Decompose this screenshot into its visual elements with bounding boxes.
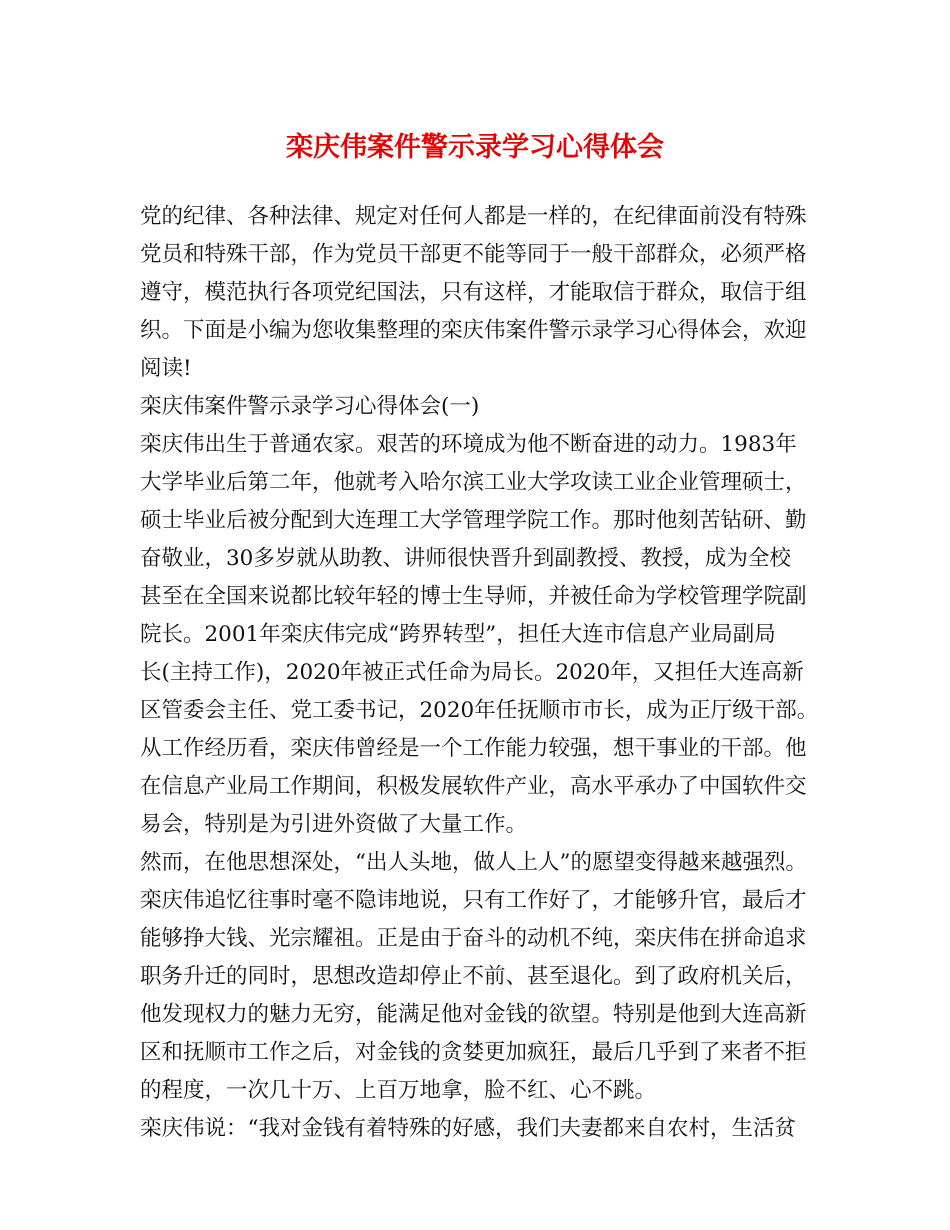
body-line: 在信息产业局工作期间，积极发展软件产业，高水平承办了中国软件交: [140, 774, 807, 799]
body-line: 奋敬业，30多岁就从助教、讲师很快晋升到副教授、教授，成为全校: [140, 546, 791, 571]
body-line: 党的纪律、各种法律、规定对任何人都是一样的，在纪律面前没有特殊: [140, 204, 807, 229]
body-line: 大学毕业后第二年，他就考入哈尔滨工业大学攻读工业企业管理硕士，: [140, 470, 807, 495]
body-line: 长(主持工作)，2020年被正式任命为局长。2020年，又担任大连高新: [140, 660, 804, 685]
body-line: 栾庆伟出生于普通农家。艰苦的环境成为他不断奋进的动力。1983年: [140, 432, 797, 457]
body-line: 遵守，模范执行各项党纪国法，只有这样，才能取信于群众，取信于组: [140, 280, 807, 305]
body-line: 从工作经历看，栾庆伟曾经是一个工作能力较强，想干事业的干部。他: [140, 736, 807, 761]
section-heading: 栾庆伟案件警示录学习心得体会(一): [140, 394, 480, 419]
body-line: 栾庆伟追忆往事时毫不隐讳地说，只有工作好了，才能够升官，最后才: [140, 888, 807, 913]
body-line: 织。下面是小编为您收集整理的栾庆伟案件警示录学习心得体会，欢迎: [140, 318, 807, 343]
body-line: 党员和特殊干部，作为党员干部更不能等同于一般干部群众，必须严格: [140, 242, 807, 267]
body-line: 硕士毕业后被分配到大连理工大学管理学院工作。那时他刻苦钻研、勤: [140, 508, 807, 533]
body-line: 甚至在全国来说都比较年轻的博士生导师，并被任命为学校管理学院副: [140, 584, 807, 609]
body-line: 易会，特别是为引进外资做了大量工作。: [140, 812, 528, 837]
body-line: 能够挣大钱、光宗耀祖。正是由于奋斗的动机不纯，栾庆伟在拼命追求: [140, 926, 807, 951]
body-line: 区管委会主任、党工委书记，2020年任抚顺市市长，成为正厅级干部。: [140, 698, 819, 723]
document-body: [140, 198, 830, 1148]
body-line: 区和抚顺市工作之后，对金钱的贪婪更加疯狂，最后几乎到了来者不拒: [140, 1040, 807, 1065]
body-line: 然而，在他思想深处，“出人头地，做人上人”的愿望变得越来越强烈。: [140, 850, 807, 875]
body-line: 的程度，一次几十万、上百万地拿，脸不红、心不跳。: [140, 1078, 657, 1103]
body-line: 他发现权力的魅力无穷，能满足他对金钱的欲望。特别是他到大连高新: [140, 1002, 807, 1027]
body-line: 职务升迁的同时，思想改造却停止不前、甚至退化。到了政府机关后，: [140, 964, 807, 989]
body-line: 栾庆伟说：“我对金钱有着特殊的好感，我们夫妻都来自农村，生活贫: [140, 1116, 796, 1141]
document-title: 栾庆伟案件警示录学习心得体会: [286, 132, 664, 163]
body-line: 阅读!: [140, 356, 192, 381]
body-line: 院长。2001年栾庆伟完成“跨界转型”，担任大连市信息产业局副局: [140, 622, 776, 647]
